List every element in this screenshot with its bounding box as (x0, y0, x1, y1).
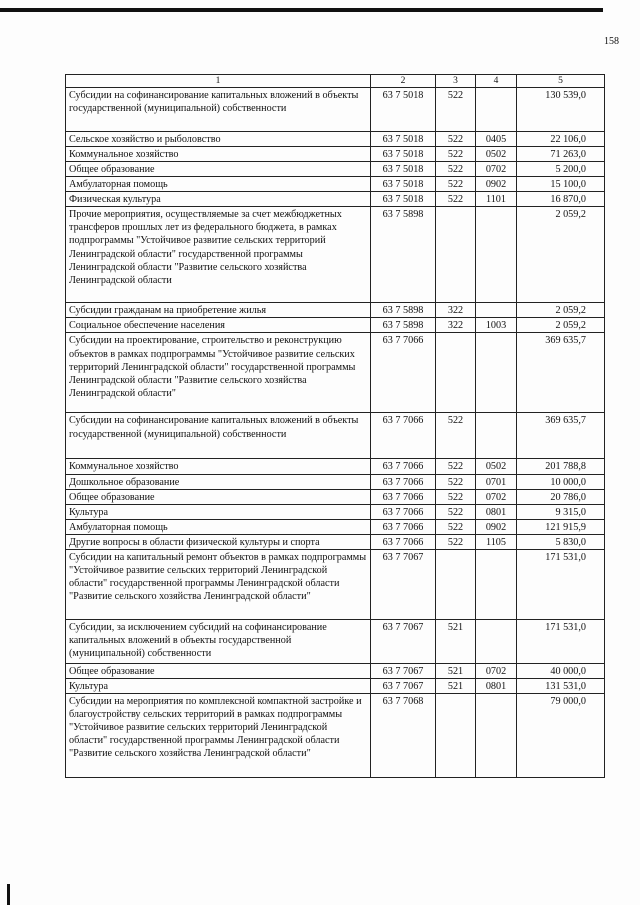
row-name-cell: Субсидии на капитальный ремонт объектов в рамках подпрограммы "Устойчивое развитие сельских территорий Ленинградской области" государственной программы Ленинградской области "Развитие сельского хозяйства Ленинградской области" (66, 549, 371, 619)
section-code-cell: 1105 (476, 534, 517, 549)
expense-type-cell: 522 (436, 459, 476, 474)
target-code-cell: 63 7 7067 (371, 619, 436, 663)
section-code-cell: 1003 (476, 318, 517, 333)
row-name-cell: Коммунальное хозяйство (66, 147, 371, 162)
section-code-cell (476, 88, 517, 132)
target-code-cell: 63 7 5018 (371, 177, 436, 192)
row-name-cell: Другие вопросы в области физической культуры и спорта (66, 534, 371, 549)
table-row (66, 177, 605, 192)
amount-cell: 9 315,0 (517, 504, 605, 519)
expense-type-cell (436, 333, 476, 413)
section-code-cell: 0502 (476, 459, 517, 474)
expense-type-cell: 521 (436, 619, 476, 663)
table-row (66, 663, 605, 678)
section-code-cell: 0702 (476, 663, 517, 678)
target-code-cell: 63 7 7067 (371, 549, 436, 619)
section-code-cell: 0801 (476, 504, 517, 519)
table-row (66, 693, 605, 777)
target-code-cell: 63 7 5018 (371, 132, 436, 147)
amount-cell: 10 000,0 (517, 474, 605, 489)
target-code-cell: 63 7 5898 (371, 207, 436, 303)
table-row (66, 504, 605, 519)
table-row (66, 489, 605, 504)
target-code-cell: 63 7 5018 (371, 162, 436, 177)
amount-cell: 5 200,0 (517, 162, 605, 177)
amount-cell: 131 531,0 (517, 678, 605, 693)
section-code-cell (476, 413, 517, 459)
target-code-cell: 63 7 7067 (371, 663, 436, 678)
section-code-cell (476, 303, 517, 318)
target-code-cell: 63 7 5898 (371, 303, 436, 318)
row-name-cell: Культура (66, 504, 371, 519)
table-row (66, 413, 605, 459)
table-row (66, 88, 605, 132)
amount-cell: 16 870,0 (517, 192, 605, 207)
row-name-cell: Дошкольное образование (66, 474, 371, 489)
row-name-cell: Субсидии гражданам на приобретение жилья (66, 303, 371, 318)
row-name-cell: Сельское хозяйство и рыболовство (66, 132, 371, 147)
amount-cell: 171 531,0 (517, 619, 605, 663)
table-row (66, 303, 605, 318)
section-code-cell: 0702 (476, 162, 517, 177)
top-border-rule (0, 8, 603, 12)
row-name-cell: Социальное обеспечение населения (66, 318, 371, 333)
amount-cell: 22 106,0 (517, 132, 605, 147)
table-row (66, 318, 605, 333)
expense-type-cell: 522 (436, 177, 476, 192)
table-row (66, 519, 605, 534)
row-name-cell: Общее образование (66, 489, 371, 504)
row-name-cell: Общее образование (66, 162, 371, 177)
target-code-cell: 63 7 7067 (371, 678, 436, 693)
table-row (66, 474, 605, 489)
table-row (66, 619, 605, 663)
expense-type-cell: 522 (436, 474, 476, 489)
expense-type-cell: 522 (436, 504, 476, 519)
row-name-cell: Амбулаторная помощь (66, 177, 371, 192)
section-code-cell (476, 619, 517, 663)
table-row (66, 459, 605, 474)
target-code-cell: 63 7 7066 (371, 474, 436, 489)
amount-cell: 40 000,0 (517, 663, 605, 678)
target-code-cell: 63 7 7066 (371, 413, 436, 459)
expense-type-cell: 522 (436, 132, 476, 147)
amount-cell: 201 788,8 (517, 459, 605, 474)
amount-cell: 5 830,0 (517, 534, 605, 549)
expense-type-cell: 322 (436, 303, 476, 318)
section-code-cell (476, 333, 517, 413)
table-row (66, 549, 605, 619)
column-header: 2 (371, 75, 436, 88)
row-name-cell: Физическая культура (66, 192, 371, 207)
target-code-cell: 63 7 5018 (371, 88, 436, 132)
target-code-cell: 63 7 7066 (371, 519, 436, 534)
row-name-cell: Субсидии на софинансирование капитальных вложений в объекты государственной (муниципальной) собственности (66, 413, 371, 459)
section-code-cell: 0502 (476, 147, 517, 162)
section-code-cell: 0405 (476, 132, 517, 147)
expense-type-cell: 521 (436, 678, 476, 693)
target-code-cell: 63 7 7066 (371, 504, 436, 519)
expense-type-cell: 522 (436, 88, 476, 132)
expense-type-cell (436, 693, 476, 777)
section-code-cell: 0902 (476, 177, 517, 192)
target-code-cell: 63 7 5898 (371, 318, 436, 333)
budget-table (65, 74, 605, 778)
table-row (66, 207, 605, 303)
section-code-cell: 0702 (476, 489, 517, 504)
expense-type-cell: 522 (436, 162, 476, 177)
expense-type-cell (436, 549, 476, 619)
row-name-cell: Амбулаторная помощь (66, 519, 371, 534)
row-name-cell: Прочие мероприятия, осуществляемые за счет межбюджетных трансферов прошлых лет из федерального бюджета, в рамках подпрограммы "Устойчивое развитие сельских территорий Ленинградской области" государственной программы Ленинградской области "Развитие сельского хозяйства Ленинградской области (66, 207, 371, 303)
expense-type-cell: 522 (436, 413, 476, 459)
row-name-cell: Общее образование (66, 663, 371, 678)
amount-cell: 79 000,0 (517, 693, 605, 777)
row-name-cell: Коммунальное хозяйство (66, 459, 371, 474)
amount-cell: 369 635,7 (517, 413, 605, 459)
target-code-cell: 63 7 5018 (371, 192, 436, 207)
table-row (66, 147, 605, 162)
row-name-cell: Субсидии на софинансирование капитальных вложений в объекты государственной (муниципальной) собственности (66, 88, 371, 132)
amount-cell: 369 635,7 (517, 333, 605, 413)
column-header: 5 (517, 75, 605, 88)
amount-cell: 2 059,2 (517, 207, 605, 303)
table-row (66, 192, 605, 207)
target-code-cell: 63 7 7066 (371, 333, 436, 413)
expense-type-cell (436, 207, 476, 303)
expense-type-cell: 522 (436, 147, 476, 162)
table-row (66, 333, 605, 413)
table-header-row (66, 75, 605, 88)
column-header: 4 (476, 75, 517, 88)
table-row (66, 678, 605, 693)
section-code-cell (476, 207, 517, 303)
expense-type-cell: 522 (436, 534, 476, 549)
amount-cell: 71 263,0 (517, 147, 605, 162)
amount-cell: 171 531,0 (517, 549, 605, 619)
amount-cell: 15 100,0 (517, 177, 605, 192)
expense-type-cell: 322 (436, 318, 476, 333)
expense-type-cell: 522 (436, 519, 476, 534)
page-number: 158 (604, 36, 619, 47)
target-code-cell: 63 7 7066 (371, 534, 436, 549)
table-row (66, 162, 605, 177)
table-row (66, 534, 605, 549)
row-name-cell: Субсидии на мероприятия по комплексной компактной застройке и благоустройству сельских территорий в рамках подпрограммы "Устойчивое развитие сельских территорий Ленинградской области" государственной программы Ленинградской области "Развитие сельского хозяйства Ленинградской области" (66, 693, 371, 777)
column-header: 3 (436, 75, 476, 88)
section-code-cell (476, 549, 517, 619)
amount-cell: 2 059,2 (517, 303, 605, 318)
scan-edge-mark (7, 884, 10, 905)
expense-type-cell: 521 (436, 663, 476, 678)
section-code-cell: 0902 (476, 519, 517, 534)
section-code-cell: 0701 (476, 474, 517, 489)
target-code-cell: 63 7 7066 (371, 489, 436, 504)
target-code-cell: 63 7 7068 (371, 693, 436, 777)
expense-type-cell: 522 (436, 489, 476, 504)
row-name-cell: Субсидии на проектирование, строительство и реконструкцию объектов в рамках подпрограммы "Устойчивое развитие сельских территорий Ленинградской области" государственной программы Ленинградской области "Развитие сельского хозяйства Ленинградской области" (66, 333, 371, 413)
target-code-cell: 63 7 5018 (371, 147, 436, 162)
section-code-cell: 1101 (476, 192, 517, 207)
row-name-cell: Культура (66, 678, 371, 693)
column-header: 1 (66, 75, 371, 88)
section-code-cell: 0801 (476, 678, 517, 693)
target-code-cell: 63 7 7066 (371, 459, 436, 474)
amount-cell: 20 786,0 (517, 489, 605, 504)
expense-type-cell: 522 (436, 192, 476, 207)
amount-cell: 121 915,9 (517, 519, 605, 534)
amount-cell: 130 539,0 (517, 88, 605, 132)
table-row (66, 132, 605, 147)
row-name-cell: Субсидии, за исключением субсидий на софинансирование капитальных вложений в объекты государственной (муниципальной) собственности (66, 619, 371, 663)
amount-cell: 2 059,2 (517, 318, 605, 333)
section-code-cell (476, 693, 517, 777)
